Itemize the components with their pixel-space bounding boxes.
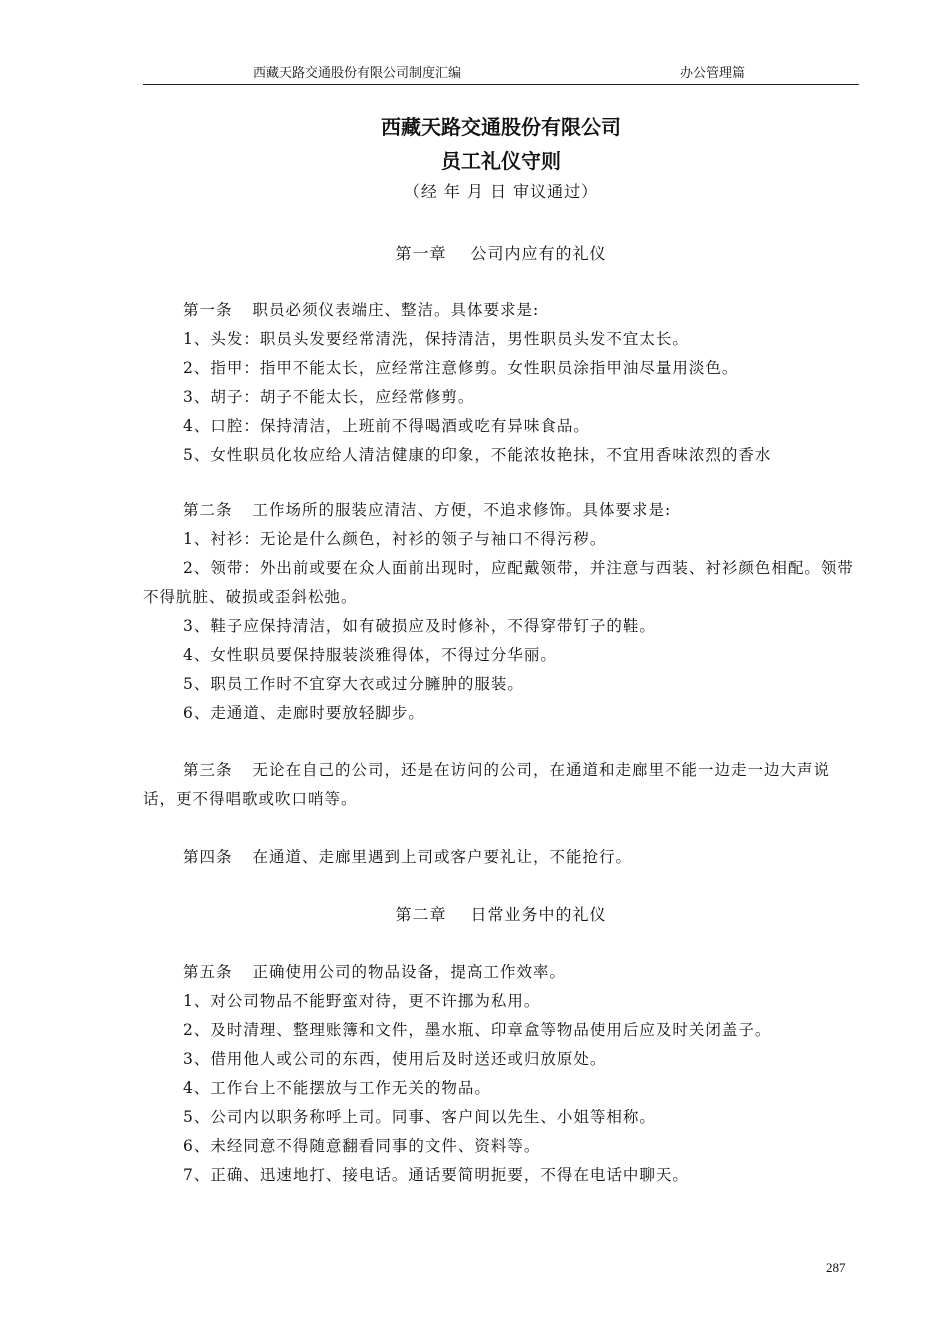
article-item: 5、女性职员化妆应给人清洁健康的印象，不能浓妆艳抹，不宜用香味浓烈的香水 bbox=[183, 446, 772, 464]
article-item: 2、及时清理、整理账簿和文件，墨水瓶、印章盒等物品使用后应及时关闭盖子。 bbox=[183, 1021, 772, 1039]
page-number: 287 bbox=[826, 1260, 846, 1275]
chapter-title: 日常业务中的礼仪 bbox=[470, 905, 607, 924]
article-text: 工作场所的服装应清洁、方便，不追求修饰。具体要求是: bbox=[252, 501, 672, 519]
article-item: 6、走通道、走廊时要放轻脚步。 bbox=[183, 704, 425, 722]
article-item: 2、指甲：指甲不能太长，应经常注意修剪。女性职员涂指甲油尽量用淡色。 bbox=[183, 359, 739, 377]
article-item: 1、衬衫：无论是什么颜色，衬衫的领子与袖口不得污秽。 bbox=[183, 530, 607, 548]
header-section-name: 办公管理篇 bbox=[680, 66, 746, 81]
article-item: 3、借用他人或公司的东西，使用后及时送还或归放原处。 bbox=[183, 1050, 607, 1068]
article-item: 1、对公司物品不能野蛮对待，更不许挪为私用。 bbox=[183, 992, 541, 1010]
article-item: 4、女性职员要保持服装淡雅得体，不得过分华丽。 bbox=[183, 646, 557, 664]
document-title-rules: 员工礼仪守则 bbox=[441, 149, 561, 173]
article-heading bbox=[143, 496, 859, 525]
chapter-number: 第一章 bbox=[395, 244, 447, 263]
page-header bbox=[143, 64, 859, 85]
article-heading bbox=[143, 843, 859, 872]
article-number: 第一条 bbox=[183, 301, 233, 319]
article-text: 无论在自己的公司，还是在访问的公司，在通道和走廊里不能一边走一边大声说话，更不得唱歌或吹口哨等。 bbox=[143, 761, 831, 808]
article-item: 6、未经同意不得随意翻看同事的文件、资料等。 bbox=[183, 1137, 541, 1155]
article-item: 1、头发：职员头发要经常清洗，保持清洁，男性职员头发不宜太长。 bbox=[183, 330, 689, 348]
article-text: 职员必须仪表端庄、整洁。具体要求是: bbox=[252, 301, 540, 319]
article-item: 5、公司内以职务称呼上司。同事、客户间以先生、小姐等相称。 bbox=[183, 1108, 656, 1126]
chapter-number: 第二章 bbox=[395, 905, 447, 924]
article-4 bbox=[143, 843, 859, 872]
article-heading bbox=[143, 756, 859, 814]
article-item: 7、正确、迅速地打、接电话。通话要简明扼要，不得在电话中聊天。 bbox=[183, 1166, 689, 1184]
article-item: 5、职员工作时不宜穿大衣或过分臃肿的服装。 bbox=[183, 675, 524, 693]
article-number: 第三条 bbox=[183, 761, 233, 779]
article-2 bbox=[143, 496, 859, 728]
article-5 bbox=[143, 958, 859, 1190]
article-heading bbox=[143, 958, 859, 987]
article-number: 第四条 bbox=[183, 848, 233, 866]
article-number: 第五条 bbox=[183, 963, 233, 981]
article-3 bbox=[143, 756, 859, 814]
article-text: 在通道、走廊里遇到上司或客户要礼让，不能抢行。 bbox=[252, 848, 633, 866]
chapter-title: 公司内应有的礼仪 bbox=[470, 244, 607, 263]
header-company-manual: 西藏天路交通股份有限公司制度汇编 bbox=[253, 66, 462, 81]
chapter-heading-1 bbox=[0, 243, 950, 265]
article-heading bbox=[143, 296, 859, 325]
article-item: 3、胡子：胡子不能太长，应经常修剪。 bbox=[183, 388, 475, 406]
chapter-heading-2 bbox=[0, 904, 950, 926]
article-1 bbox=[143, 296, 859, 470]
article-number: 第二条 bbox=[183, 501, 233, 519]
article-item: 3、鞋子应保持清洁，如有破损应及时修补，不得穿带钉子的鞋。 bbox=[183, 617, 656, 635]
document-title-company: 西藏天路交通股份有限公司 bbox=[381, 115, 621, 139]
article-item: 4、口腔：保持清洁，上班前不得喝酒或吃有异味食品。 bbox=[183, 417, 590, 435]
approval-note: （经 年 月 日 审议通过） bbox=[403, 182, 599, 201]
article-item: 2、领带：外出前或要在众人面前出现时，应配戴领带，并注意与西装、衬衫颜色相配。领带不得肮脏、破损或歪斜松弛。 bbox=[143, 559, 854, 606]
article-text: 正确使用公司的物品设备，提高工作效率。 bbox=[252, 963, 567, 981]
article-item: 4、工作台上不能摆放与工作无关的物品。 bbox=[183, 1079, 491, 1097]
